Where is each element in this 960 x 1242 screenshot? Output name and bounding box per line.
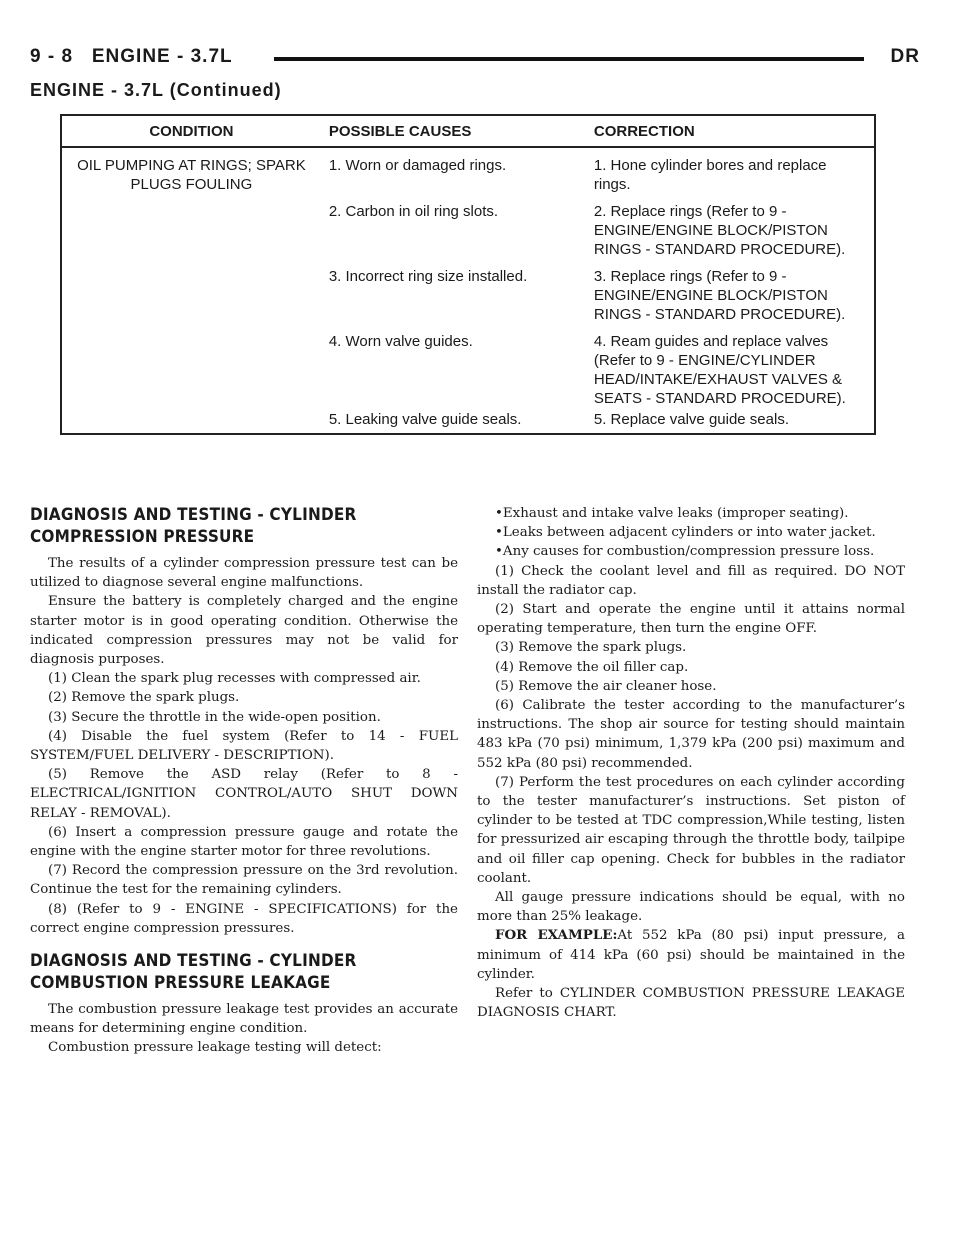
right-column xyxy=(477,504,905,1022)
left-column xyxy=(30,504,458,1058)
cause-cell: 4. Worn valve guides. xyxy=(328,333,473,350)
step: (4) Disable the fuel system (Refer to 14 - FUEL SYSTEM/FUEL DELIVERY - DESCRIPTION). xyxy=(30,728,458,764)
bullet-item: •Any causes for combustion/compression pressure loss. xyxy=(495,544,875,560)
correction-cell: 3. Replace rings (Refer to 9 - ENGINE/ENGINE BLOCK/PISTON RINGS - STANDARD PROCEDURE). xyxy=(593,268,846,323)
paragraph: The combustion pressure leakage test provides an accurate means for determining engine condition. xyxy=(30,1002,458,1037)
paragraph: All gauge pressure indications should be equal, with no more than 25% leakage. xyxy=(477,890,905,925)
step: (6) Insert a compression pressure gauge and rotate the engine with the engine starter motor for three revolutions. xyxy=(30,824,458,860)
page-header xyxy=(30,44,930,78)
cause-cell: 2. Carbon in oil ring slots. xyxy=(328,203,499,220)
page-section-title xyxy=(30,46,233,68)
correction-cell: 4. Ream guides and replace valves (Refer to 9 - ENGINE/CYLINDER HEAD/INTAKE/EXHAUST VALVES & SEATS - STANDARD PROCEDURE). xyxy=(593,333,846,407)
paragraph: The results of a cylinder compression pressure test can be utilized to diagnose several engine malfunctions. xyxy=(30,556,458,591)
table-row xyxy=(61,147,875,194)
heading-combustion-leakage: DIAGNOSIS AND TESTING - CYLINDER COMBUSTION PRESSURE LEAKAGE xyxy=(30,951,357,994)
continued-heading: ENGINE - 3.7L (Continued) xyxy=(30,80,282,100)
heading-compression-pressure: DIAGNOSIS AND TESTING - CYLINDER COMPRESSION PRESSURE xyxy=(30,505,357,547)
header-rule xyxy=(274,57,864,61)
step: (7) Record the compression pressure on the 3rd revolution. Continue the test for the remaining cylinders. xyxy=(30,863,458,898)
header-possible-causes: POSSIBLE CAUSES xyxy=(321,115,586,147)
table-header-row xyxy=(61,115,875,147)
bullet-icon: • xyxy=(495,525,503,541)
bullet-item: •Leaks between adjacent cylinders or into water jacket. xyxy=(495,525,876,541)
step: (3) Secure the throttle in the wide-open position. xyxy=(48,709,381,725)
header-correction: CORRECTION xyxy=(586,115,875,147)
correction-cell: 2. Replace rings (Refer to 9 - ENGINE/ENGINE BLOCK/PISTON RINGS - STANDARD PROCEDURE). xyxy=(593,203,846,258)
correction-cell: 1. Hone cylinder bores and replace rings. xyxy=(593,157,827,193)
step: (2) Remove the spark plugs. xyxy=(48,690,240,706)
step: (2) Start and operate the engine until it attains normal operating temperature, then turn the engine OFF. xyxy=(477,602,905,637)
step: (7) Perform the test procedures on each cylinder according to the tester manufacturer’s instructions. Set piston of cylinder to be tested at TDC compression,While testing, listen for pressurized air escaping through the throttle body, tailpipe and oil filler cap opening. Check for bubbles in the radiator coolant. xyxy=(477,774,905,886)
cause-cell: 3. Incorrect ring size installed. xyxy=(328,268,528,285)
bullet-icon: • xyxy=(495,544,503,560)
bullet-icon: • xyxy=(495,506,503,521)
step: (1) Check the coolant level and fill as required. DO NOT install the radiator cap. xyxy=(477,563,905,598)
diagnosis-table xyxy=(60,114,876,435)
page-number: 9 - 8 xyxy=(30,46,74,67)
step: (1) Clean the spark plug recesses with compressed air. xyxy=(48,671,421,687)
correction-cell: 5. Replace valve guide seals. xyxy=(593,411,789,428)
step: (3) Remove the spark plugs. xyxy=(495,640,687,656)
step: (4) Remove the oil filler cap. xyxy=(495,659,689,675)
bullet-item: •Exhaust and intake valve leaks (improper seating). xyxy=(495,506,849,521)
paragraph: Refer to CYLINDER COMBUSTION PRESSURE LEAKAGE DIAGNOSIS CHART. xyxy=(477,986,905,1021)
example-label: FOR EXAMPLE: xyxy=(495,927,618,944)
example-paragraph xyxy=(477,926,905,984)
paragraph: Ensure the battery is completely charged and the engine starter motor is in good operating condition. Otherwise the indicated compression pressures may not be valid for diagnosis purposes. xyxy=(30,594,458,668)
step: (6) Calibrate the tester according to the manufacturer’s instructions. The shop air source for testing should maintain 483 kPa (70 psi) minimum, 1,379 kPa (200 psi) maximum and 552 kPa (80 psi) recommended. xyxy=(477,698,905,771)
example-text: At 552 kPa (80 psi) input pressure, a minimum of 414 kPa (60 psi) should be maintained in the cylinder. xyxy=(477,928,905,982)
section-name: ENGINE - 3.7L xyxy=(91,46,233,67)
cause-cell: 1. Worn or damaged rings. xyxy=(328,157,507,174)
paragraph: Combustion pressure leakage testing will detect: xyxy=(48,1040,382,1056)
step: (5) Remove the ASD relay (Refer to 8 - ELECTRICAL/IGNITION CONTROL/AUTO SHUT DOWN RELAY - REMOVAL). xyxy=(30,767,458,821)
header-condition: CONDITION xyxy=(61,115,321,147)
condition-cell: OIL PUMPING AT RINGS; SPARK PLUGS FOULING xyxy=(77,157,306,193)
cause-cell: 5. Leaking valve guide seals. xyxy=(328,411,522,428)
step: (5) Remove the air cleaner hose. xyxy=(495,678,717,694)
step: (8) (Refer to 9 - ENGINE - SPECIFICATIONS) for the correct engine compression pressures. xyxy=(30,901,458,936)
model-code: DR xyxy=(890,46,920,67)
